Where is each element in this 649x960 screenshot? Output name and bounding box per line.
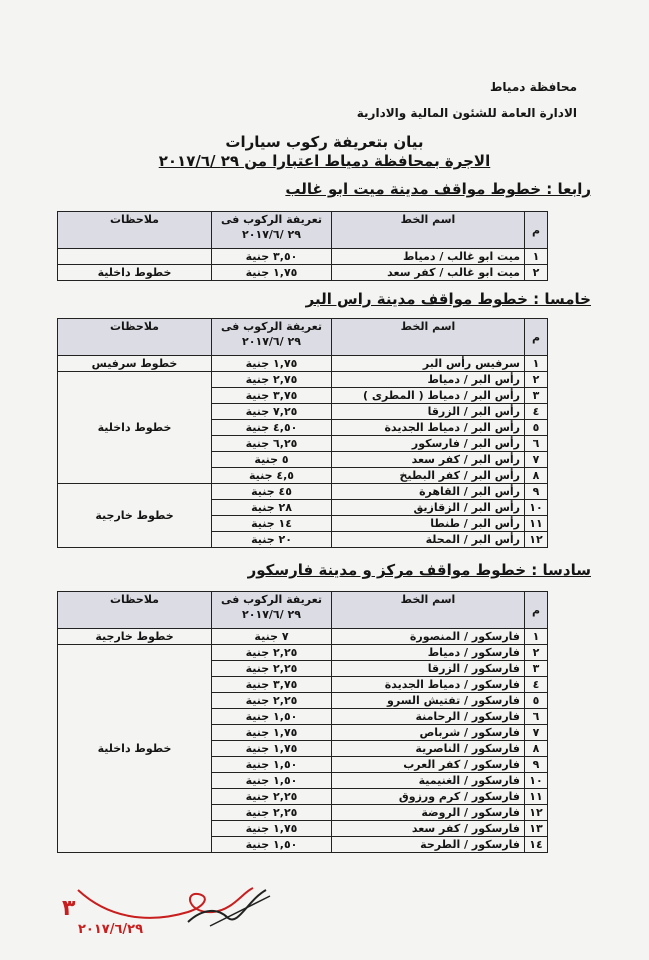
section-heading: سادسا : خطوط مواقف مركز و مدينة فارسكور [247, 561, 591, 579]
row-number: ٥ [525, 420, 548, 436]
row-number: ٩ [525, 484, 548, 500]
table-row [58, 372, 548, 388]
line-name: فارسكور / الناصرية [332, 741, 525, 757]
row-number: ١ [525, 629, 548, 645]
row-number: ٤ [525, 677, 548, 693]
col-header-line: اسم الخط [332, 212, 525, 249]
table-row [58, 645, 548, 661]
signature-scribble [38, 878, 288, 938]
col-header-notes: ملاحظات [58, 212, 212, 249]
fare-value: ٢,٢٥ جنية [212, 789, 332, 805]
fare-value: ١,٥٠ جنية [212, 757, 332, 773]
row-number: ٨ [525, 468, 548, 484]
fare-value: ١,٥٠ جنية [212, 709, 332, 725]
row-number: ١١ [525, 789, 548, 805]
fare-value: ٢,٧٥ جنية [212, 372, 332, 388]
fare-value: ٧ جنية [212, 629, 332, 645]
line-name: رأس البر / المحلة [332, 532, 525, 548]
fare-value: ١,٥٠ جنية [212, 837, 332, 853]
line-name: ميت ابو غالب / دمياط [332, 249, 525, 265]
row-number: ٧ [525, 452, 548, 468]
line-name: رأس البر / كفر البطيخ [332, 468, 525, 484]
line-name: فارسكور / شرباص [332, 725, 525, 741]
fare-value: ٣,٧٥ جنية [212, 388, 332, 404]
notes-group: خطوط سرفيس [58, 356, 212, 372]
line-name: رأس البر / دمياط [332, 372, 525, 388]
col-header-notes: ملاحظات [58, 592, 212, 629]
row-number: ٢ [525, 265, 548, 281]
fare-value: ٢,٢٥ جنية [212, 661, 332, 677]
row-number: ٩ [525, 757, 548, 773]
row-number: ١١ [525, 516, 548, 532]
line-name: رأس البر / دمياط الجديدة [332, 420, 525, 436]
notes-group: خطوط خارجية [58, 484, 212, 548]
department-name: الادارة العامة للشئون المالية والادارية [356, 106, 577, 120]
col-header-fare-label: تعريفة الركوب فى [221, 213, 322, 226]
col-header-fare [212, 212, 332, 249]
fare-value: ٤,٥ جنية [212, 468, 332, 484]
fare-value: ٣,٥٠ جنية [212, 249, 332, 265]
line-name: فارسكور / تفتيش السرو [332, 693, 525, 709]
col-header-fare-label: تعريفة الركوب فى [221, 593, 322, 606]
notes-group: خطوط داخلية [58, 265, 212, 281]
fare-table [57, 211, 548, 281]
col-header-notes: ملاحظات [58, 319, 212, 356]
fare-value: ٢٠ جنية [212, 532, 332, 548]
col-header-num: م [525, 212, 548, 249]
fare-value: ٦,٢٥ جنية [212, 436, 332, 452]
row-number: ١٤ [525, 837, 548, 853]
fare-value: ١,٧٥ جنية [212, 821, 332, 837]
line-name: رأس البر / الزقازيق [332, 500, 525, 516]
document-title: بيان بتعريفة ركوب سيارات [225, 133, 424, 151]
col-header-num: م [525, 319, 548, 356]
line-name: رأس البر / كفر سعد [332, 452, 525, 468]
notes-group [58, 249, 212, 265]
line-name: فارسكور / كرم ورزوق [332, 789, 525, 805]
notes-group: خطوط خارجية [58, 629, 212, 645]
fare-value: ١,٥٠ جنية [212, 773, 332, 789]
fare-value: ٤٥ جنية [212, 484, 332, 500]
fare-value: ٢,٢٥ جنية [212, 805, 332, 821]
fare-value: ١,٧٥ جنية [212, 741, 332, 757]
section-heading: خامسا : خطوط مواقف مدينة راس البر [305, 290, 591, 308]
section-heading: رابعا : خطوط مواقف مدينة ميت ابو غالب [285, 180, 591, 198]
line-name: فارسكور / الرحامنة [332, 709, 525, 725]
line-name: رأس البر / دمياط ( المطرى ) [332, 388, 525, 404]
table-row [58, 629, 548, 645]
line-name: فارسكور / الطرحة [332, 837, 525, 853]
document-subtitle: الاجرة بمحافظة دمياط اعتبارا من ٢٩ /٢٠١٧/٦ [158, 152, 491, 170]
fare-value: ١,٧٥ جنية [212, 356, 332, 372]
row-number: ١٣ [525, 821, 548, 837]
fare-value: ١,٧٥ جنية [212, 265, 332, 281]
row-number: ١٠ [525, 773, 548, 789]
row-number: ٣ [525, 388, 548, 404]
line-name: فارسكور / الغنيمية [332, 773, 525, 789]
notes-group: خطوط داخلية [58, 645, 212, 853]
fare-value: ٣,٧٥ جنية [212, 677, 332, 693]
signature-date: ٢٠١٧/٦/٢٩ [78, 922, 144, 937]
row-number: ١٢ [525, 805, 548, 821]
table-row [58, 356, 548, 372]
row-number: ٢ [525, 645, 548, 661]
row-number: ٢ [525, 372, 548, 388]
line-name: فارسكور / دمياط [332, 645, 525, 661]
row-number: ٧ [525, 725, 548, 741]
col-header-fare-label: تعريفة الركوب فى [221, 320, 322, 333]
table-row [58, 249, 548, 265]
fare-value: ٧,٢٥ جنية [212, 404, 332, 420]
fare-value: ١٤ جنية [212, 516, 332, 532]
row-number: ١ [525, 356, 548, 372]
line-name: سرفيس رأس البر [332, 356, 525, 372]
col-header-line: اسم الخط [332, 319, 525, 356]
row-number: ١٠ [525, 500, 548, 516]
line-name: رأس البر / الزرقا [332, 404, 525, 420]
table-header-row [58, 319, 548, 356]
col-header-fare [212, 592, 332, 629]
row-number: ١ [525, 249, 548, 265]
fare-table [57, 318, 548, 548]
row-number: ١٢ [525, 532, 548, 548]
row-number: ٦ [525, 436, 548, 452]
line-name: فارسكور / الزرقا [332, 661, 525, 677]
line-name: رأس البر / القاهرة [332, 484, 525, 500]
line-name: فارسكور / كفر العرب [332, 757, 525, 773]
col-header-fare-date: ٢٩ /٢٠١٧/٦ [242, 335, 301, 348]
table-header-row [58, 592, 548, 629]
line-name: فارسكور / كفر سعد [332, 821, 525, 837]
col-header-line: اسم الخط [332, 592, 525, 629]
row-number: ٣ [525, 661, 548, 677]
col-header-num: م [525, 592, 548, 629]
fare-table [57, 591, 548, 853]
line-name: رأس البر / طنطا [332, 516, 525, 532]
table-row [58, 484, 548, 500]
row-number: ٥ [525, 693, 548, 709]
fare-value: ١,٧٥ جنية [212, 725, 332, 741]
table-row [58, 265, 548, 281]
col-header-fare-date: ٢٩ /٢٠١٧/٦ [242, 228, 301, 241]
line-name: فارسكور / دمياط الجديدة [332, 677, 525, 693]
fare-value: ٤,٥٠ جنية [212, 420, 332, 436]
col-header-fare-date: ٢٩ /٢٠١٧/٦ [242, 608, 301, 621]
fare-value: ٢,٢٥ جنية [212, 645, 332, 661]
fare-value: ٢,٢٥ جنية [212, 693, 332, 709]
line-name: ميت ابو غالب / كفر سعد [332, 265, 525, 281]
table-header-row [58, 212, 548, 249]
fare-value: ٢٨ جنية [212, 500, 332, 516]
line-name: رأس البر / فارسكور [332, 436, 525, 452]
row-number: ٤ [525, 404, 548, 420]
line-name: فارسكور / المنصورة [332, 629, 525, 645]
notes-group: خطوط داخلية [58, 372, 212, 484]
col-header-fare [212, 319, 332, 356]
page-number: ٣ [62, 896, 76, 921]
line-name: فارسكور / الروضة [332, 805, 525, 821]
governorate-name: محافظة دمياط [489, 80, 577, 94]
row-number: ٦ [525, 709, 548, 725]
fare-value: ٥ جنية [212, 452, 332, 468]
row-number: ٨ [525, 741, 548, 757]
